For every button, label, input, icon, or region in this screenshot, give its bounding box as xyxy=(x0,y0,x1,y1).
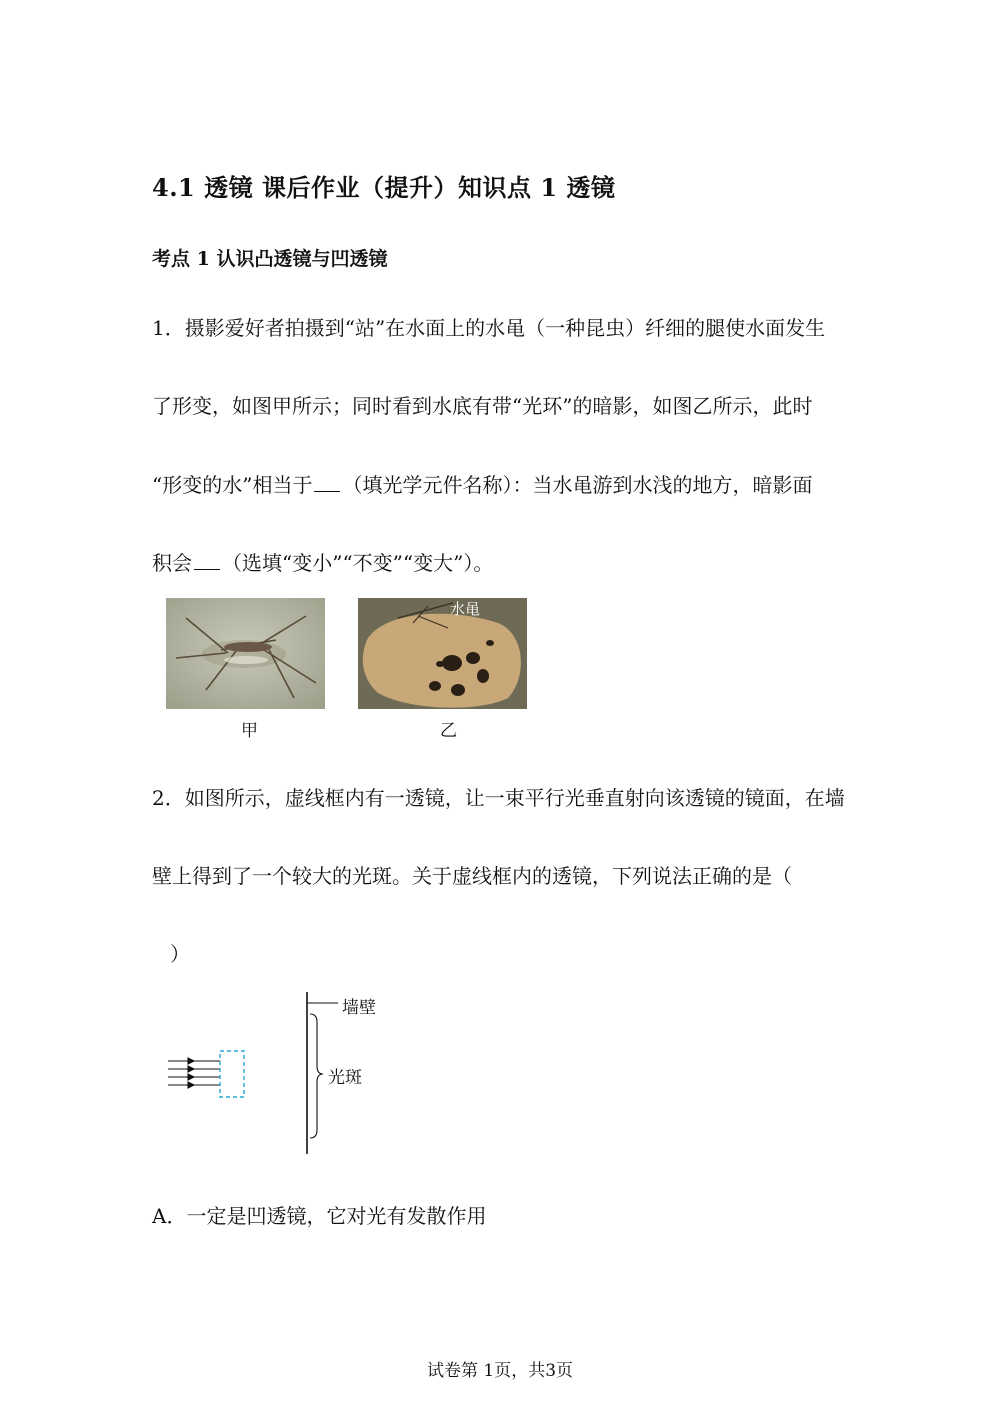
q1-line-3-text-a: “形变的水”相当于 xyxy=(152,473,313,497)
answer-blank-2[interactable] xyxy=(194,553,220,570)
water-strider-shadow-photo-b xyxy=(358,598,527,709)
answer-blank-1[interactable] xyxy=(314,475,340,492)
option-a[interactable]: A．一定是凹透镜，它对光有发散作用 xyxy=(152,1204,487,1228)
q1-line-4-text-a: 积会 xyxy=(152,551,192,575)
q1-line-3 xyxy=(152,469,812,498)
q1-line-4 xyxy=(152,547,493,576)
wall-label: 墙壁 xyxy=(342,998,376,1018)
lens-diagram xyxy=(160,990,400,1160)
q1-line-1: 1．摄影爱好者拍摄到“站”在水面上的水黾（一种昆虫）纤细的腿使水面发生 xyxy=(152,316,826,340)
dashed-lens-box xyxy=(220,1051,244,1097)
water-strider-photo-a xyxy=(166,598,325,709)
spot-label: 光斑 xyxy=(328,1068,362,1088)
figure-a-caption: 甲 xyxy=(241,721,258,741)
figure-b-caption: 乙 xyxy=(440,721,457,741)
q1-line-3-text-b: （填光学元件名称）：当水黾游到水浅的地方，暗影面 xyxy=(342,473,813,497)
figure-b-label: 水黾 xyxy=(450,600,481,618)
light-spot-brace xyxy=(310,1014,323,1138)
section-heading: 考点 1 认识凸透镜与凹透镜 xyxy=(152,248,388,270)
page-footer: 试卷第 1页，共3页 xyxy=(426,1361,574,1381)
parallel-light-rays xyxy=(168,1058,220,1088)
q1-line-4-text-b: （选填“变小”“不变”“变大”）。 xyxy=(222,551,494,575)
q2-line-2: 壁上得到了一个较大的光斑。关于虚线框内的透镜，下列说法正确的是（ xyxy=(152,864,792,888)
page-title: 4.1 透镜 课后作业（提升）知识点 1 透镜 xyxy=(152,173,616,202)
q2-line-3: ） xyxy=(170,942,190,966)
q1-line-2: 了形变，如图甲所示；同时看到水底有带“光环”的暗影，如图乙所示，此时 xyxy=(152,394,813,418)
q2-line-1: 2．如图所示，虚线框内有一透镜，让一束平行光垂直射向该透镜的镜面，在墙 xyxy=(152,786,845,810)
